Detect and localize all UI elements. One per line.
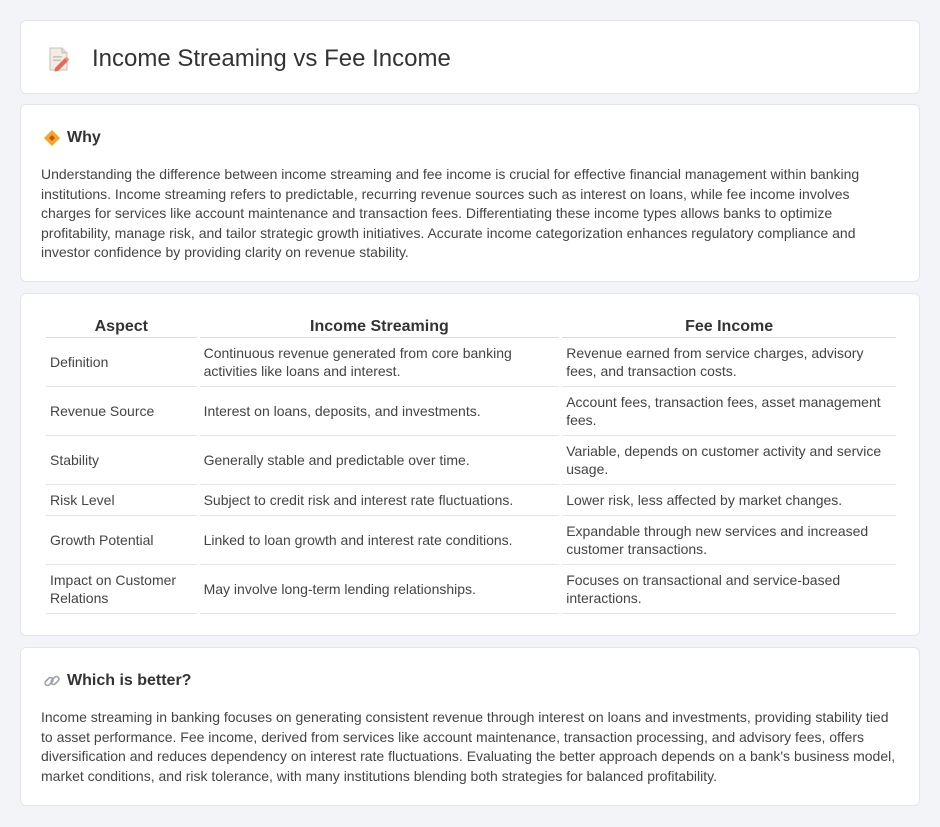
header-aspect: Aspect xyxy=(46,316,197,338)
why-header xyxy=(43,127,101,149)
which-is-better-section xyxy=(20,647,920,806)
table-row xyxy=(46,485,896,516)
aspect-cell: Definition xyxy=(46,338,197,387)
income-streaming-cell: Subject to credit risk and interest rate fluctuations. xyxy=(200,485,560,516)
table-row xyxy=(46,387,896,436)
income-streaming-cell: Generally stable and predictable over time. xyxy=(200,436,560,485)
header-fee-income: Fee Income xyxy=(562,316,896,338)
aspect-cell: Stability xyxy=(46,436,197,485)
better-header xyxy=(43,670,191,692)
table-row xyxy=(46,516,896,565)
comparison-section xyxy=(20,293,920,636)
income-streaming-cell: Interest on loans, deposits, and investments. xyxy=(200,387,560,436)
income-streaming-cell: Continuous revenue generated from core banking activities like loans and interest. xyxy=(200,338,560,387)
fee-income-cell: Account fees, transaction fees, asset management fees. xyxy=(562,387,896,436)
income-streaming-cell: May involve long-term lending relationships. xyxy=(200,565,560,614)
fee-income-cell: Revenue earned from service charges, advisory fees, and transaction costs. xyxy=(562,338,896,387)
diamond-sign-icon xyxy=(43,129,61,147)
aspect-cell: Risk Level xyxy=(46,485,197,516)
fee-income-cell: Focuses on transactional and service-based interactions. xyxy=(562,565,896,614)
comparison-table xyxy=(43,316,899,614)
fee-income-cell: Lower risk, less affected by market changes. xyxy=(562,485,896,516)
aspect-cell: Growth Potential xyxy=(46,516,197,565)
fee-income-cell: Expandable through new services and increased customer transactions. xyxy=(562,516,896,565)
why-heading: Why xyxy=(67,129,101,146)
table-row xyxy=(46,338,896,387)
why-section xyxy=(20,104,920,282)
why-text: Understanding the difference between income streaming and fee income is crucial for effective financial management within banking institutions. Income streaming refers to predictable, recurring revenue sources such as interest on loans, while fee income involves charges for services like account maintenance and transaction fees. Differentiating these income types allows banks to optimize profitability, manage risk, and tailor strategic growth initiatives. Accurate income categorization enhances regulatory compliance and investor confidence by providing clarity on revenue stability. xyxy=(41,166,860,260)
header-income-streaming: Income Streaming xyxy=(200,316,560,338)
better-heading: Which is better? xyxy=(67,672,192,689)
table-header-row xyxy=(46,316,896,338)
income-streaming-cell: Linked to loan growth and interest rate conditions. xyxy=(200,516,560,565)
page-title: Income Streaming vs Fee Income xyxy=(92,45,451,72)
table-row xyxy=(46,436,896,485)
aspect-cell: Revenue Source xyxy=(46,387,197,436)
aspect-cell: Impact on Customer Relations xyxy=(46,565,197,614)
link-icon xyxy=(43,672,61,690)
document-pen-icon xyxy=(47,46,71,72)
title-card xyxy=(20,20,920,94)
table-row xyxy=(46,565,896,614)
fee-income-cell: Variable, depends on customer activity and service usage. xyxy=(562,436,896,485)
better-text: Income streaming in banking focuses on generating consistent revenue through interest on loans and investments, providing stability tied to asset performance. Fee income, derived from services like account maintenance, transaction processing, and advisory fees, offers diversification and reduces dependency on interest rate fluctuations. Evaluating the better approach depends on a bank's business model, market conditions, and risk tolerance, with many institutions blending both strategies for balanced profitability. xyxy=(41,709,896,784)
